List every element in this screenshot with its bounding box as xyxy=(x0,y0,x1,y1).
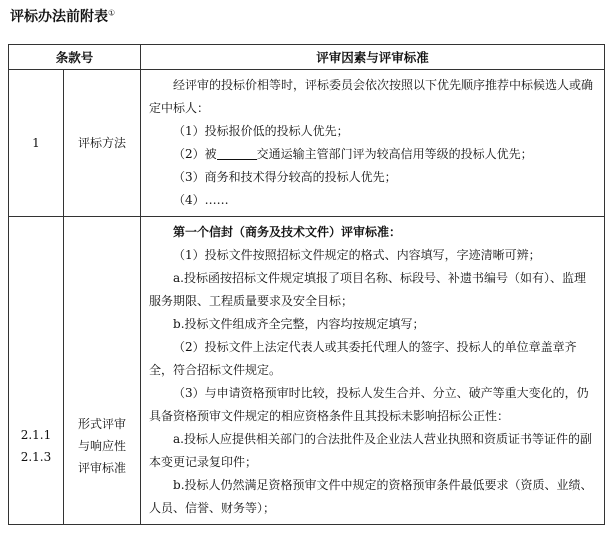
table-header-row xyxy=(9,45,605,70)
blank-underline xyxy=(217,147,257,160)
content-line: （4）…… xyxy=(173,193,229,207)
content-text: 交通运输主管部门评为较高信用等级的投标人优先； xyxy=(256,147,533,161)
header-criteria: 评审因素与评审标准 xyxy=(141,45,605,70)
content-line: （2）投标文件上法定代表人或其委托代理人的签字、投标人的单位章盖章齐全，符合招标文件规定。 xyxy=(149,340,577,377)
content-line: （3）商务和技术得分较高的投标人优先； xyxy=(173,170,397,184)
content-heading: 第一个信封（商务及技术文件）评审标准： xyxy=(173,225,402,239)
content-text: （2）被 xyxy=(173,147,217,161)
criteria-table xyxy=(8,44,605,525)
table-row xyxy=(9,217,605,525)
clause-name xyxy=(64,217,141,525)
clause-name-line: 与响应性 xyxy=(78,438,127,453)
content-line: b.投标文件组成齐全完整，内容均按规定填写； xyxy=(173,317,425,331)
clause-name-line: 评审标准 xyxy=(78,460,127,475)
footnote-mark: ① xyxy=(108,8,116,18)
clause-number-start: 2.1.1 xyxy=(20,427,52,442)
title-text: 评标办法前附表 xyxy=(10,9,108,25)
clause-name: 评标方法 xyxy=(64,70,141,217)
clause-number: 1 xyxy=(9,70,64,217)
content-line: （1）投标报价低的投标人优先； xyxy=(173,124,349,138)
clause-content xyxy=(141,70,605,217)
content-line: b.投标人仍然满足资格预审文件中规定的资格预审条件最低要求（资质、业绩、人员、信誉、财务等）； xyxy=(149,478,593,515)
content-line: a.投标人应提供相关部门的合法批件及企业法人营业执照和资质证书等证件的副本变更记录复印件； xyxy=(149,432,592,469)
clause-number-end: 2.1.3 xyxy=(20,449,52,464)
content-line: 经评审的投标价相等时，评标委员会依次按照以下优先顺序推荐中标候选人或确定中标人： xyxy=(149,78,594,115)
page-title xyxy=(10,6,115,26)
header-clause-number: 条款号 xyxy=(9,45,141,70)
clause-number xyxy=(9,217,64,525)
content-line xyxy=(149,143,596,166)
content-line: a.投标函按招标文件规定填报了项目名称、标段号、补遗书编号（如有）、监理服务期限、工程质量要求及安全目标； xyxy=(149,271,586,308)
clause-content xyxy=(141,217,605,525)
content-line: （1）投标文件按照招标文件规定的格式、内容填写，字迹清晰可辨； xyxy=(173,248,541,262)
clause-name-line: 形式评审 xyxy=(78,416,127,431)
content-line: （3）与申请资格预审时比较，投标人发生合并、分立、破产等重大变化的，仍具备资格预审文件规定的相应资格条件且其投标未影响招标公正性： xyxy=(149,386,589,423)
table-row xyxy=(9,70,605,217)
